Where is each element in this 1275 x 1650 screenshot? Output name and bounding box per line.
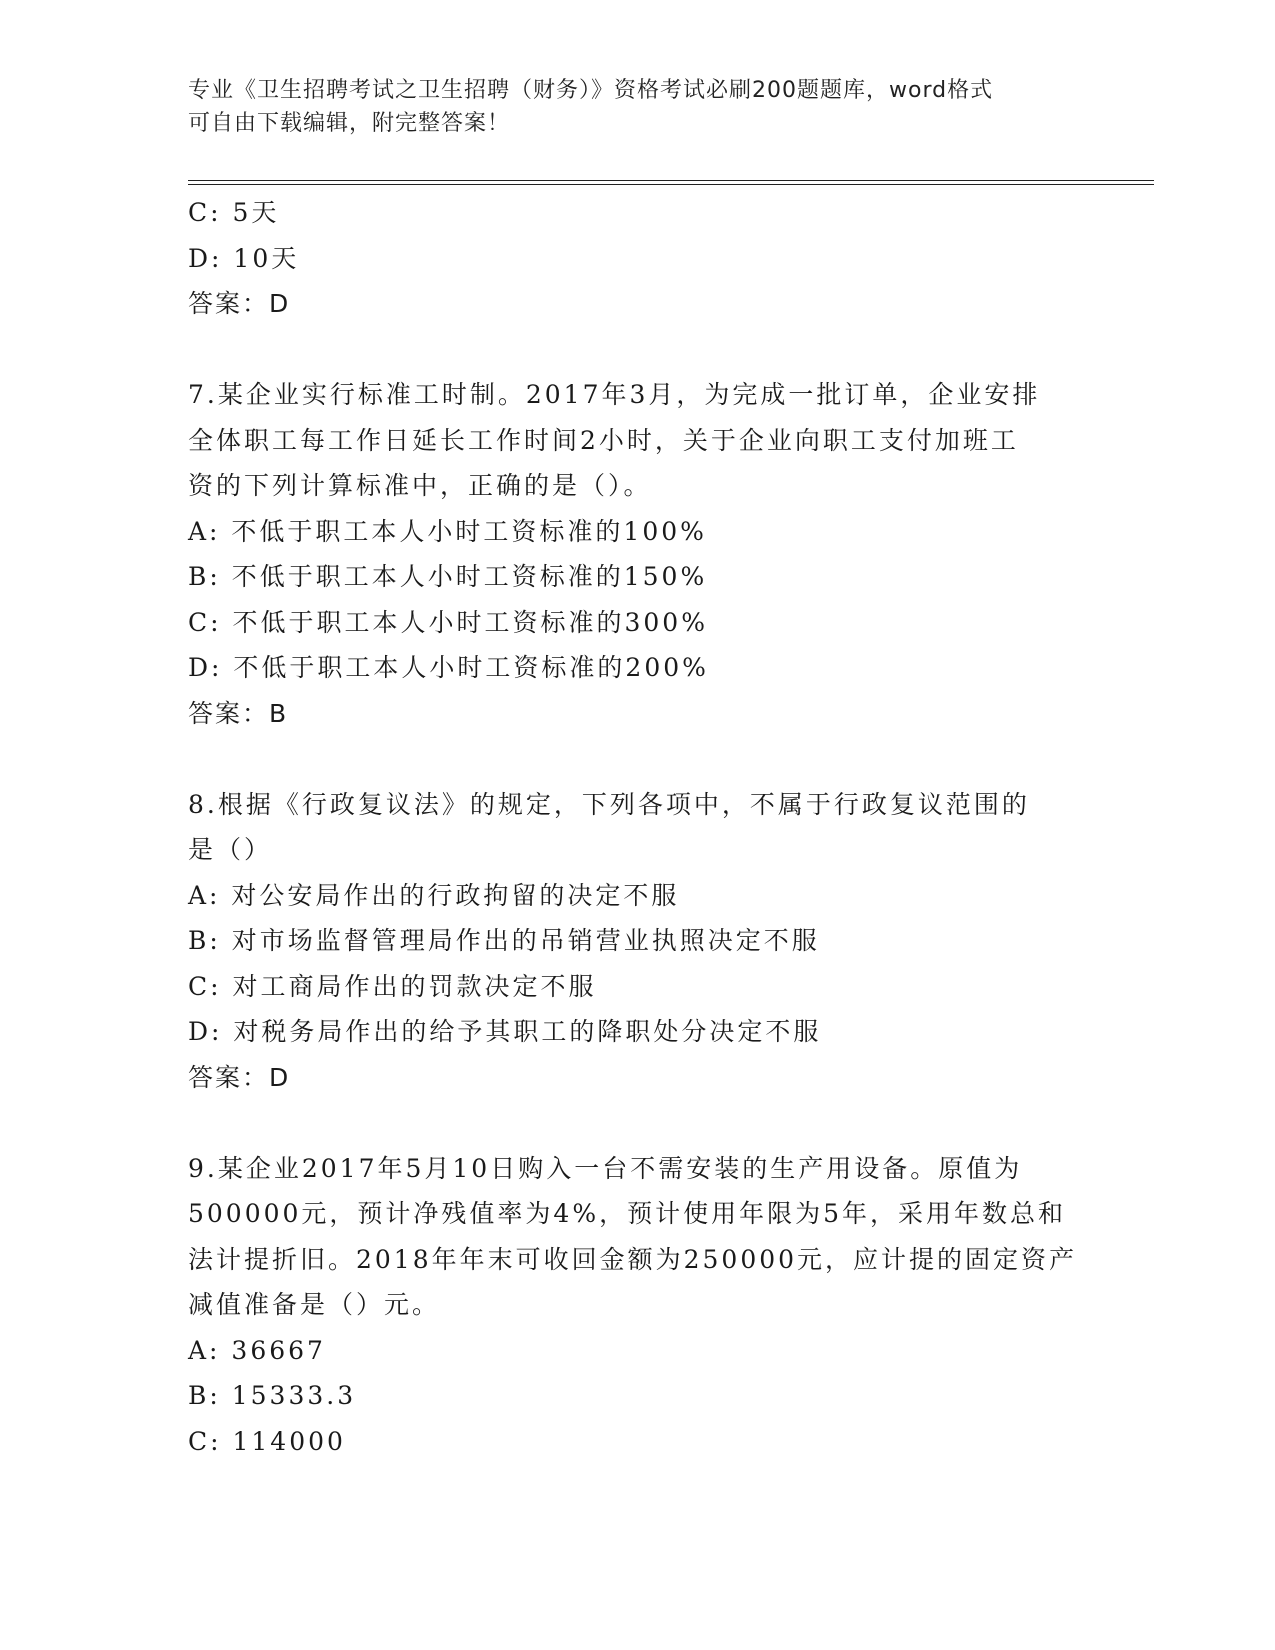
answer-line: 答案：D [188,1062,291,1092]
question-8 [188,782,1088,1101]
option-b: B: 不低于职工本人小时工资标准的150% [188,562,708,591]
option-d: D: 对税务局作出的给予其职工的降职处分决定不服 [188,1017,822,1046]
question-9 [188,1146,1088,1465]
option-a: A: 36667 [188,1335,326,1365]
option-b: B: 15333.3 [188,1381,357,1410]
spacer [188,1100,1088,1146]
question-stem-line: 是（） [188,835,273,864]
header-divider-bottom [188,184,1154,185]
header-line-1: 专业《卫生招聘考试之卫生招聘（财务）》资格考试必刷200题题库，word格式 [188,78,994,103]
question-stem-line: 减值准备是（）元。 [188,1290,441,1319]
question-content [188,190,1088,1464]
document-header [188,74,1088,140]
question-6-tail [188,190,1088,327]
option-c: C: 5天 [188,198,280,227]
option-d: D: 10天 [188,243,300,273]
option-c: C: 114000 [188,1426,346,1456]
option-d: D: 不低于职工本人小时工资标准的200% [188,653,709,682]
spacer [188,327,1088,373]
spacer [188,736,1088,782]
question-stem-line: 7.某企业实行标准工时制。2017年3月，为完成一批订单，企业安排 [188,380,1041,409]
answer-line: 答案：D [188,289,291,318]
header-line-2: 可自由下载编辑，附完整答案！ [188,111,511,136]
question-stem-line: 8.根据《行政复议法》的规定，下列各项中，不属于行政复议范围的 [188,789,1030,819]
option-a: A: 对公安局作出的行政拘留的决定不服 [188,880,680,910]
question-stem-line: 全体职工每工作日延长工作时间2小时，关于企业向职工支付加班工 [188,425,1019,455]
option-c: C: 对工商局作出的罚款决定不服 [188,971,597,1001]
question-7 [188,372,1088,736]
question-stem-line: 法计提折旧。2018年年末可收回金额为250000元，应计提的固定资产 [188,1244,1078,1274]
question-stem-line: 9.某企业2017年5月10日购入一台不需安装的生产用设备。原值为 [188,1153,1023,1183]
option-a: A: 不低于职工本人小时工资标准的100% [188,516,707,546]
option-c: C: 不低于职工本人小时工资标准的300% [188,607,708,637]
answer-line: 答案：B [188,698,289,728]
question-stem-line: 资的下列计算标准中，正确的是（）。 [188,471,652,500]
question-stem-line: 500000元，预计净残值率为4%，预计使用年限为5年，采用年数总和 [188,1199,1067,1228]
option-b: B: 对市场监督管理局作出的吊销营业执照决定不服 [188,926,820,955]
header-divider-top [188,180,1154,181]
